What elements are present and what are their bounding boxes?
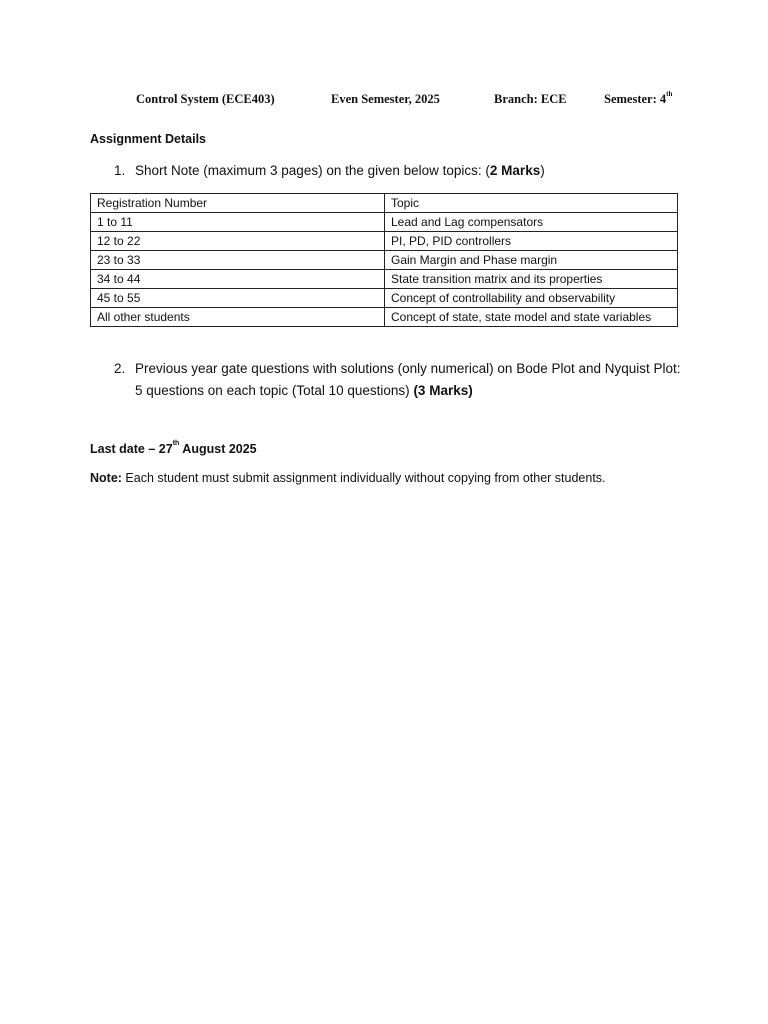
topic-cell: PI, PD, PID controllers — [385, 232, 678, 251]
table-row — [91, 232, 678, 251]
last-date — [90, 442, 257, 456]
topic-cell: Concept of controllability and observability — [385, 289, 678, 308]
list-number: 1. — [114, 163, 126, 178]
list-item-text — [135, 358, 685, 402]
topic-cell: State transition matrix and its properties — [385, 270, 678, 289]
branch-label: Branch: ECE — [494, 92, 567, 106]
item-suffix: ) — [540, 163, 545, 178]
registration-cell: All other students — [91, 308, 385, 327]
topic-cell: Concept of state, state model and state variables — [385, 308, 678, 327]
document-header — [0, 92, 768, 110]
table-row — [91, 308, 678, 327]
session-label: Even Semester, 2025 — [331, 92, 440, 106]
item-text: Previous year gate questions with solutions (only numerical) on Bode Plot and Nyquist Plot: 5 questions on each topic (Total 10 questions) — [135, 361, 681, 398]
registration-cell: 45 to 55 — [91, 289, 385, 308]
list-item-2 — [114, 358, 694, 402]
topics-table — [90, 193, 678, 327]
table-row — [91, 289, 678, 308]
course-title: Control System (ECE403) — [136, 92, 275, 106]
semester-label — [604, 92, 672, 107]
last-date-prefix: Last date – 27 — [90, 442, 173, 456]
table-header-cell: Topic — [385, 194, 678, 213]
topic-cell: Gain Margin and Phase margin — [385, 251, 678, 270]
item-text: Short Note (maximum 3 pages) on the given below topics: ( — [135, 163, 490, 178]
section-title: Assignment Details — [90, 132, 207, 146]
registration-cell: 1 to 11 — [91, 213, 385, 232]
registration-cell: 23 to 33 — [91, 251, 385, 270]
table-header-row — [91, 194, 678, 213]
registration-cell: 34 to 44 — [91, 270, 385, 289]
marks-label: 2 Marks — [489, 163, 541, 178]
last-date-superscript: th — [172, 440, 180, 447]
list-number: 2. — [114, 361, 126, 376]
registration-cell: 12 to 22 — [91, 232, 385, 251]
table-row — [91, 213, 678, 232]
note-label: Note: — [90, 471, 122, 485]
last-date-suffix: August 2025 — [179, 442, 257, 456]
marks-label: (3 Marks) — [413, 383, 473, 398]
semester-text: Semester: 4 — [604, 92, 667, 106]
topic-cell: Lead and Lag compensators — [385, 213, 678, 232]
semester-superscript: th — [666, 90, 673, 98]
note — [90, 471, 606, 485]
table-header-cell: Registration Number — [91, 194, 385, 213]
table-row — [91, 251, 678, 270]
list-item-text — [135, 160, 545, 182]
list-item-1 — [114, 160, 694, 182]
table-row — [91, 270, 678, 289]
note-text: Each student must submit assignment individually without copying from other students. — [121, 471, 606, 485]
